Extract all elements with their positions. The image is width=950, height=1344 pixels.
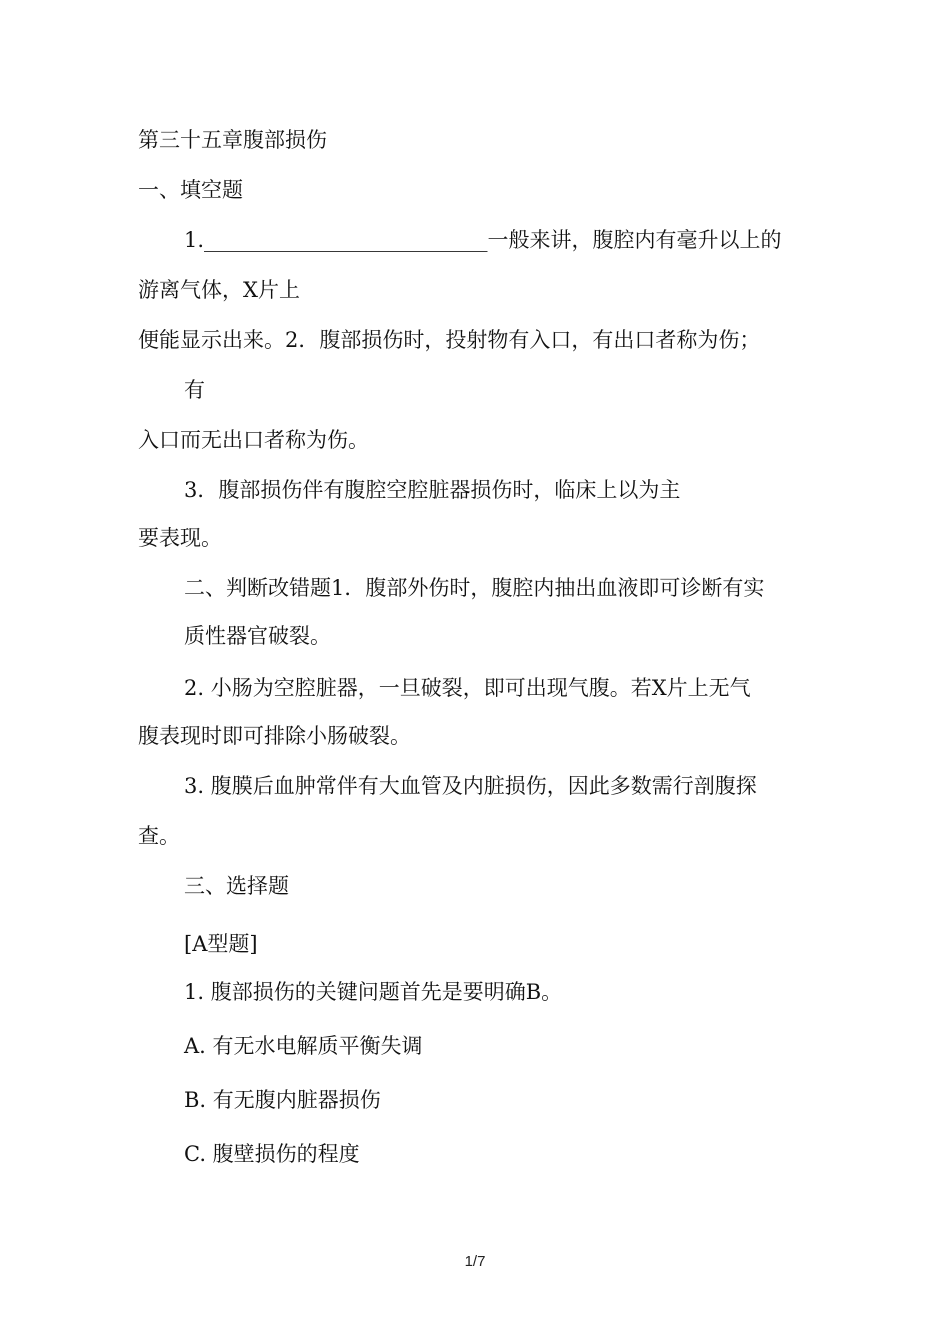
page-number: 1/7 bbox=[464, 1253, 486, 1270]
answer-option-a: A. 有无水电解质平衡失调 bbox=[184, 1034, 423, 1058]
question-line: 2. 小肠为空腔脏器，一旦破裂，即可出现气腹。若X片上无气 bbox=[184, 676, 751, 700]
question-line: 便能显示出来。2．腹部损伤时，投射物有入口，有出口者称为伤； bbox=[138, 328, 761, 352]
question-line: 游离气体，X片上 bbox=[138, 278, 300, 302]
question-line: 入口而无出口者称为伤。 bbox=[138, 428, 369, 452]
question-line: 3．腹部损伤伴有腹腔空腔脏器损伤时，临床上以为主 bbox=[184, 478, 681, 502]
question-line: 查。 bbox=[138, 824, 180, 848]
section-heading-choice: 三、选择题 bbox=[184, 874, 289, 898]
chapter-title: 第三十五章腹部损伤 bbox=[138, 128, 327, 152]
question-line: 腹表现时即可排除小肠破裂。 bbox=[138, 724, 411, 748]
section-heading-fill-in: 一、填空题 bbox=[138, 178, 243, 202]
section-heading-true-false: 二、判断改错题1．腹部外伤时，腹腔内抽出血液即可诊断有实 bbox=[184, 576, 765, 600]
answer-option-c: C. 腹壁损伤的程度 bbox=[184, 1142, 360, 1166]
question-line: 1.___________________________一般来讲，腹腔内有毫升以上的 bbox=[184, 228, 782, 252]
question-line: 质性器官破裂。 bbox=[184, 624, 331, 648]
question-line: 有 bbox=[184, 378, 205, 402]
question-type-label: [A型题] bbox=[184, 932, 258, 956]
question-line: 3. 腹膜后血肿常伴有大血管及内脏损伤，因此多数需行剖腹探 bbox=[184, 774, 757, 798]
answer-option-b: B. 有无腹内脏器损伤 bbox=[184, 1088, 381, 1112]
question-line: 要表现。 bbox=[138, 526, 222, 550]
question-line: 1. 腹部损伤的关键问题首先是要明确B。 bbox=[184, 980, 563, 1004]
